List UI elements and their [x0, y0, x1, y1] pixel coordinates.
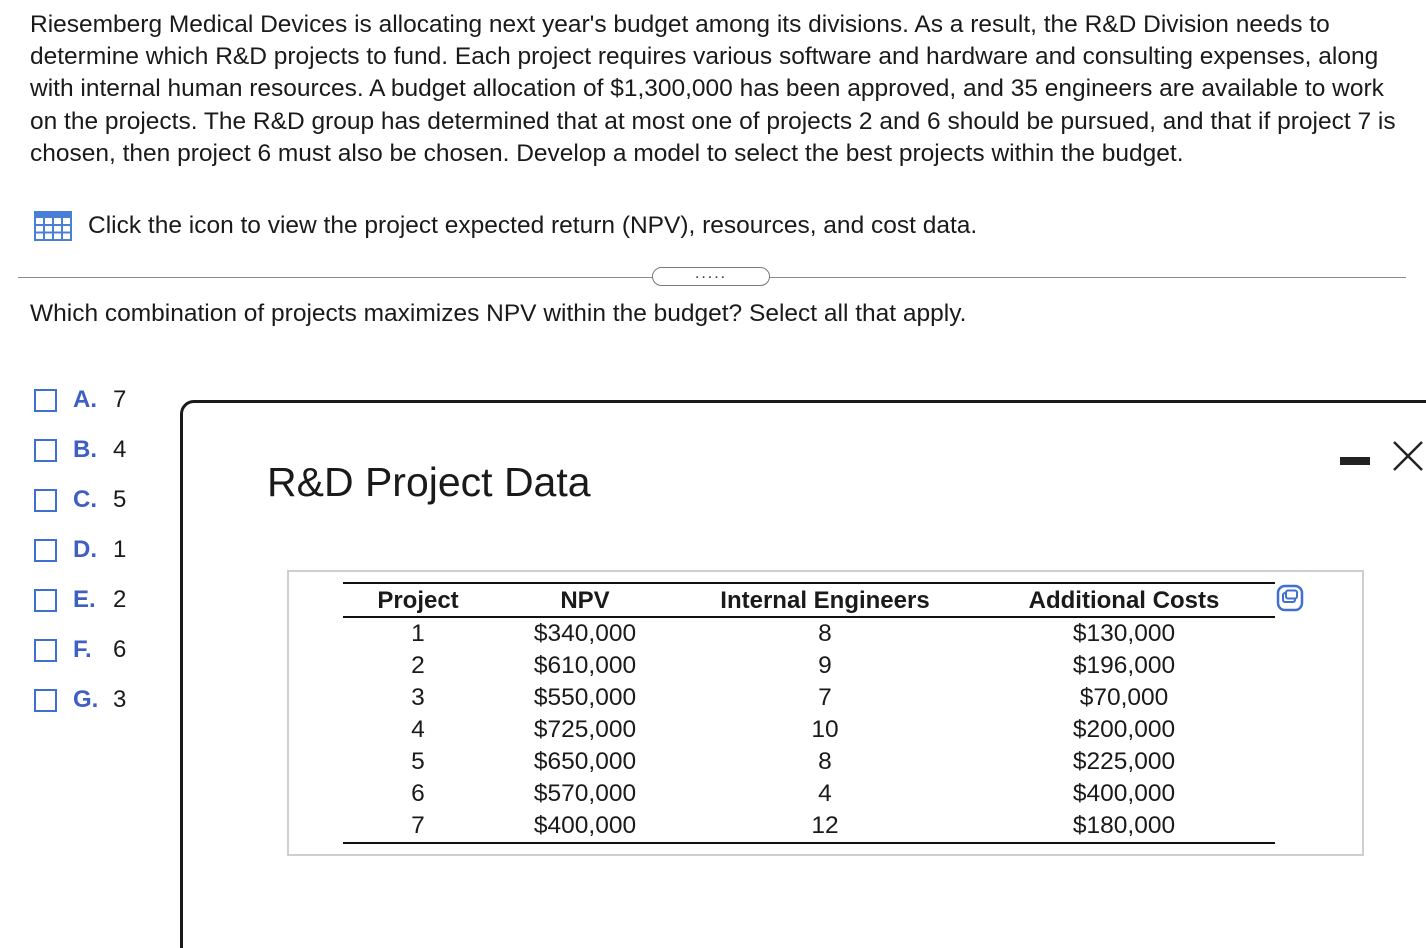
expand-button[interactable]: .....	[652, 267, 770, 286]
cell-engineers: 9	[818, 652, 832, 679]
cell-costs: $196,000	[1072, 652, 1176, 679]
option-f-letter: F.	[73, 636, 92, 663]
cell-costs: $200,000	[1072, 716, 1176, 743]
option-e-value: 2	[113, 586, 127, 613]
cell-npv: $570,000	[533, 780, 637, 807]
table-row	[343, 810, 1275, 843]
option-b-value: 4	[113, 436, 127, 463]
question-text: Riesemberg Medical Devices is allocating next year's budget among its divisions. As a result, the R&D Division needs to determine which R&D projects to fund. Each project requires various software and hardware and consulting expenses, along with internal human resources. A budget allocation of $1,300,000 has been approved, and 35 engineers are available to work on the projects. The R&D group has determined that at most one of projects 2 and 6 should be pursued, and that if project 7 is chosen, then project 6 must also be chosen. Develop a model to select the best projects within the budget.	[30, 11, 1396, 167]
option-a-value: 7	[113, 386, 127, 413]
cell-project: 4	[411, 716, 425, 743]
cell-costs: $400,000	[1072, 780, 1176, 807]
table-row	[343, 778, 1275, 810]
cell-npv: $725,000	[533, 716, 637, 743]
cell-npv: $400,000	[533, 812, 637, 839]
option-b-checkbox[interactable]	[34, 439, 57, 462]
cell-npv: $610,000	[533, 652, 637, 679]
close-icon[interactable]	[1391, 439, 1425, 473]
table-frame	[287, 570, 1364, 856]
answer-options	[34, 375, 126, 725]
option-g[interactable]	[34, 675, 126, 725]
minimize-button[interactable]	[1339, 452, 1371, 470]
option-e-letter: E.	[73, 586, 96, 613]
data-link-row[interactable]	[34, 209, 977, 243]
project-data-table	[343, 582, 1275, 844]
option-g-letter: G.	[73, 686, 99, 713]
option-e-checkbox[interactable]	[34, 589, 57, 612]
option-d-checkbox[interactable]	[34, 539, 57, 562]
table-row	[343, 617, 1275, 650]
option-c-letter: C.	[73, 486, 97, 513]
option-f[interactable]	[34, 625, 126, 675]
table-header-row	[343, 583, 1275, 617]
option-b[interactable]	[34, 425, 126, 475]
option-c-checkbox[interactable]	[34, 489, 57, 512]
option-b-letter: B.	[73, 436, 97, 463]
cell-costs: $130,000	[1072, 620, 1176, 647]
option-d-value: 1	[113, 536, 127, 563]
table-row	[343, 682, 1275, 714]
copy-icon[interactable]	[1276, 584, 1304, 612]
option-a[interactable]	[34, 375, 126, 425]
option-g-checkbox[interactable]	[34, 689, 57, 712]
option-f-checkbox[interactable]	[34, 639, 57, 662]
cell-npv: $650,000	[533, 748, 637, 775]
cell-npv: $340,000	[533, 620, 637, 647]
option-g-value: 3	[113, 686, 127, 713]
cell-project: 7	[411, 812, 425, 839]
cell-project: 6	[411, 780, 425, 807]
option-f-value: 6	[113, 636, 127, 663]
table-row	[343, 650, 1275, 682]
cell-engineers: 8	[818, 620, 832, 647]
cell-engineers: 10	[811, 716, 839, 743]
cell-project: 5	[411, 748, 425, 775]
data-link-text[interactable]: Click the icon to view the project expected return (NPV), resources, and cost data.	[88, 212, 978, 239]
option-c[interactable]	[34, 475, 126, 525]
cell-engineers: 7	[818, 684, 832, 711]
table-grid-icon[interactable]	[34, 211, 72, 241]
cell-npv: $550,000	[533, 684, 637, 711]
cell-project: 2	[411, 652, 425, 679]
cell-costs: $225,000	[1072, 748, 1176, 775]
popup-title: R&D Project Data	[267, 459, 591, 505]
cell-costs: $70,000	[1079, 684, 1169, 711]
option-a-checkbox[interactable]	[34, 389, 57, 412]
cell-project: 3	[411, 684, 425, 711]
table-row	[343, 746, 1275, 778]
cell-engineers: 4	[818, 780, 832, 807]
header-engineers: Internal Engineers	[720, 586, 930, 614]
project-data-popup	[180, 400, 1426, 948]
header-project: Project	[377, 586, 459, 614]
answer-prompt: Which combination of projects maximizes NPV within the budget? Select all that apply.	[30, 300, 967, 327]
option-e[interactable]	[34, 575, 126, 625]
cell-engineers: 8	[818, 748, 832, 775]
cell-costs: $180,000	[1072, 812, 1176, 839]
cell-project: 1	[411, 620, 425, 647]
option-c-value: 5	[113, 486, 127, 513]
option-d[interactable]	[34, 525, 126, 575]
cell-engineers: 12	[811, 812, 839, 839]
option-d-letter: D.	[73, 536, 97, 563]
header-costs: Additional Costs	[1028, 586, 1220, 614]
table-row	[343, 714, 1275, 746]
header-npv: NPV	[560, 586, 610, 614]
option-a-letter: A.	[73, 386, 97, 413]
minimize-icon	[1340, 457, 1370, 465]
